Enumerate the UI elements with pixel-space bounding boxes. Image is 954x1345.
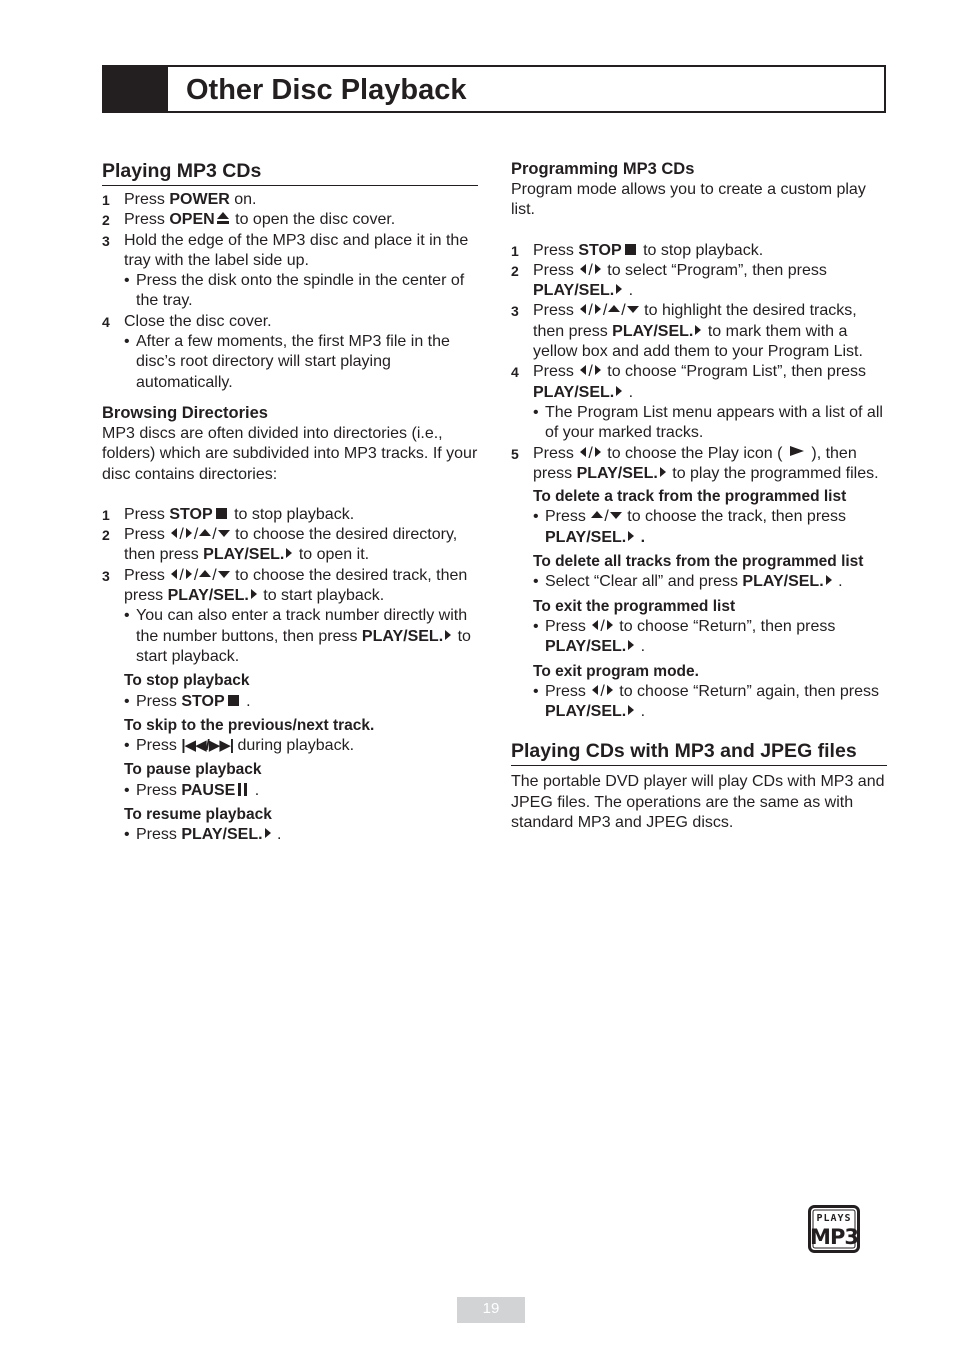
bullet-item: • Press PLAY/SEL. . [124, 825, 478, 845]
play-sel-icon [826, 575, 832, 585]
sub-heading: To delete all tracks from the programmed list [533, 553, 864, 571]
up-arrow-icon [199, 570, 211, 577]
right-arrow-icon [595, 447, 601, 457]
up-arrow-icon [608, 305, 620, 312]
plays-mp3-logo [808, 1205, 860, 1253]
list-item: 1 Press POWER on. [102, 191, 257, 208]
right-arrow-icon [595, 365, 601, 375]
play-sel-icon [265, 828, 271, 838]
left-arrow-icon [171, 528, 177, 538]
sub-heading: To exit the programmed list [533, 597, 736, 615]
right-arrow-icon [186, 569, 192, 579]
bullet-item: • Press the disk onto the spindle in the center of the tray. [124, 271, 478, 312]
list-item: 3 Press / / / to highlight the desired tracks, then press PLAY/SEL. to mark them with a yellow box and add them to your Program List. [511, 302, 863, 361]
sub-instructions [511, 487, 887, 722]
bullet-item: • The Program List menu appears with a list of all of your marked tracks. [533, 403, 887, 444]
programming-intro: Program mode allows you to create a custom play list. [511, 181, 866, 219]
down-arrow-icon [610, 512, 622, 519]
play-sel-icon [628, 640, 634, 650]
sub-instructions [102, 671, 478, 845]
left-arrow-icon [580, 264, 586, 274]
bullet-item: • Press / to choose “Return”, then press PLAY/SEL. . [533, 617, 887, 658]
jpeg-description: The portable DVD player will play CDs with MP3 and JPEG files. The operations are the same as with standard MP3 and JPEG discs. [511, 773, 885, 832]
section-heading-mp3-jpeg: Playing CDs with MP3 and JPEG files [511, 738, 887, 766]
stop-icon [228, 695, 239, 706]
left-column [102, 158, 478, 846]
playing-steps-list [102, 190, 478, 393]
list-item: 4 Close the disc cover. • After a few moments, the first MP3 file in the disc’s root directory will start playing automatically. [102, 312, 478, 393]
sub-heading: To skip to the previous/next track. [124, 716, 375, 734]
up-arrow-icon [591, 511, 603, 518]
browsing-steps-list [102, 505, 478, 667]
play-sel-icon [445, 630, 451, 640]
bullet-item: • Press / to choose “Return” again, then press PLAY/SEL. . [533, 682, 887, 723]
down-arrow-icon [218, 571, 230, 578]
play-sel-icon [660, 467, 666, 477]
sub-heading: To stop playback [124, 672, 250, 690]
left-arrow-icon [171, 569, 177, 579]
pause-icon [238, 783, 247, 796]
list-item: 1 Press STOP to stop playback. [511, 241, 764, 259]
play-sel-icon [286, 548, 292, 558]
down-arrow-icon [627, 306, 639, 313]
play-sel-icon [628, 531, 634, 541]
bullet-item: • Select “Clear all” and press PLAY/SEL. . [533, 572, 887, 592]
play-sel-icon [616, 386, 622, 396]
eject-icon [217, 212, 229, 224]
stop-icon [625, 244, 636, 255]
right-arrow-icon [595, 264, 601, 274]
browsing-intro: MP3 discs are often divided into directories (i.e., folders) which are subdivided into MP3 tracks. If your disc contains directories: [102, 424, 478, 483]
list-item: 2 Press / / / to choose the desired directory, then press PLAY/SEL. to open it. [102, 526, 458, 564]
right-arrow-icon [607, 685, 613, 695]
play-sel-icon [628, 705, 634, 715]
logo-top-text: PLAYS [816, 1213, 852, 1224]
bullet-item: • Press |◀◀/▶▶| during playback. [124, 736, 478, 756]
right-arrow-icon [595, 304, 601, 314]
list-item: 1 Press STOP to stop playback. [102, 505, 355, 523]
play-sel-icon [251, 589, 257, 599]
play-sel-icon [616, 284, 622, 294]
title-bar [102, 65, 886, 113]
page-number: 19 [457, 1297, 525, 1323]
sub-heading: To delete a track from the programmed list [533, 488, 847, 506]
right-arrow-icon [607, 620, 613, 630]
stop-icon [216, 508, 227, 519]
section-heading-browsing: Browsing Directories [102, 403, 268, 422]
list-item: 2 Press / to select “Program”, then press PLAY/SEL. . [511, 261, 827, 300]
page-title: Other Disc Playback [186, 74, 467, 106]
sub-heading: To pause playback [124, 761, 262, 779]
bullet-item: • You can also enter a track number directly with the number buttons, then press PLAY/SEL. to start playback. [124, 606, 478, 667]
bullet-item: • After a few moments, the first MP3 file in the disc’s root directory will start playing automatically. [124, 332, 478, 393]
right-column [511, 158, 887, 833]
list-item: 2 Press OPEN to open the disc cover. [102, 211, 396, 229]
skip-prev-next-icon: |◀◀/▶▶| [181, 737, 234, 755]
logo-bottom-text: MP3 [810, 1225, 858, 1249]
title-block-decoration [104, 67, 168, 111]
sub-heading: To exit program mode. [533, 662, 699, 680]
programming-steps-list [511, 241, 887, 485]
bullet-item: • Press PAUSE . [124, 781, 478, 801]
left-arrow-icon [580, 447, 586, 457]
section-heading-playing-mp3: Playing MP3 CDs [102, 158, 478, 186]
left-arrow-icon [580, 365, 586, 375]
play-icon [790, 446, 804, 456]
left-arrow-icon [580, 304, 586, 314]
left-arrow-icon [592, 620, 598, 630]
section-heading-programming: Programming MP3 CDs [511, 160, 695, 178]
list-item: 5 Press / to choose the Play icon ( ), then press PLAY/SEL. to play the programmed files. [511, 444, 879, 482]
list-item: 3 Hold the edge of the MP3 disc and place it in the tray with the label side up. • Press the disk onto the spindle in the center of the tray. [102, 231, 478, 312]
left-arrow-icon [592, 685, 598, 695]
list-item: 3 Press / / / to choose the desired track, then press PLAY/SEL. to start playback. • You can also enter a track number directly with the number buttons, then press PLAY/SEL. to start playback. [102, 566, 478, 667]
sub-heading: To resume playback [124, 806, 272, 824]
bullet-item: • Press STOP . [124, 692, 478, 712]
play-sel-icon [695, 325, 701, 335]
down-arrow-icon [218, 530, 230, 537]
right-arrow-icon [186, 528, 192, 538]
bullet-item: • Press / to choose the track, then press PLAY/SEL. . [533, 507, 887, 548]
list-item: 4 Press / to choose “Program List”, then press PLAY/SEL. . • The Program List menu appears with a list of all of your marked tracks. [511, 362, 887, 443]
up-arrow-icon [199, 529, 211, 536]
